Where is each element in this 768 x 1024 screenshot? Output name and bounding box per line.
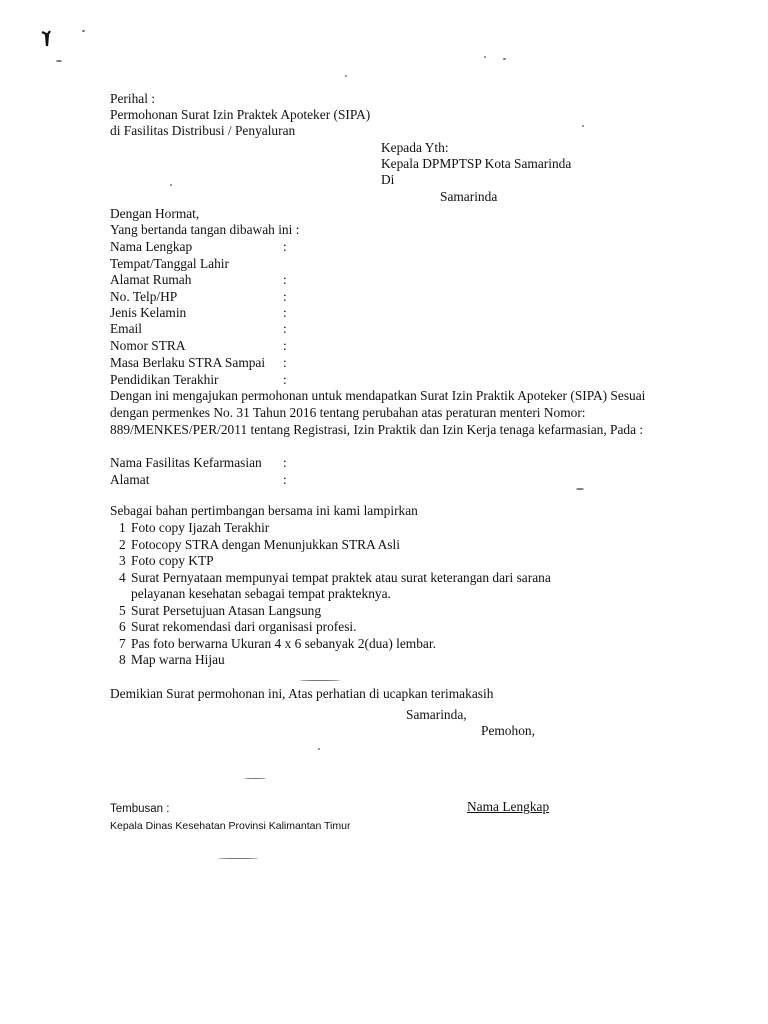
field-row <box>110 338 310 354</box>
field-label: Alamat Rumah <box>110 272 192 287</box>
request-line2: dengan permenkes No. 31 Tahun 2016 tentang perubahan atas peraturan menteri Nomor: <box>110 405 586 420</box>
list-item-number: 2 <box>119 537 126 552</box>
list-item-text: Surat Pernyataan mempunyai tempat praktek atau surat keterangan dari sarana <box>131 570 551 585</box>
greeting: Dengan Hormat, <box>110 206 200 221</box>
recipient-line2: Kepala DPMPTSP Kota Samarinda <box>381 156 572 171</box>
list-item <box>119 537 400 553</box>
facility-row <box>110 455 310 471</box>
list-item-text: Foto copy KTP <box>131 553 214 568</box>
list-item <box>119 652 225 668</box>
scan-speck <box>218 858 258 859</box>
scan-speck <box>244 778 266 779</box>
field-label: Nama Lengkap <box>110 239 193 254</box>
list-item <box>119 603 321 619</box>
facility-label: Nama Fasilitas Kefarmasian <box>110 455 262 470</box>
field-label: Email <box>110 321 142 336</box>
list-item-text: Fotocopy STRA dengan Menunjukkan STRA Asli <box>131 537 400 552</box>
scan-mark-icon <box>38 26 58 52</box>
list-item-text: Map warna Hijau <box>131 652 225 667</box>
field-row <box>110 272 310 288</box>
field-label: Tempat/Tanggal Lahir <box>110 256 229 271</box>
list-item-number: 3 <box>119 553 126 568</box>
list-item-text: Surat rekomendasi dari organisasi profesi. <box>131 619 357 634</box>
field-label: Nomor STRA <box>110 338 186 353</box>
list-item <box>119 636 436 652</box>
list-item-text: Pas foto berwarna Ukuran 4 x 6 sebanyak 2(dua) lembar. <box>131 636 436 651</box>
field-colon: : <box>283 355 287 370</box>
facility-row <box>110 472 310 488</box>
field-row <box>110 256 310 272</box>
perihal-label: Perihal : <box>110 91 155 106</box>
field-colon: : <box>283 305 287 320</box>
list-item <box>119 586 391 602</box>
field-colon: : <box>283 289 287 304</box>
list-item <box>119 553 214 569</box>
tembusan-label: Tembusan : <box>110 803 170 815</box>
scan-speck <box>300 680 340 681</box>
field-colon: : <box>283 372 287 387</box>
list-item-number: 6 <box>119 619 126 634</box>
list-item <box>119 570 551 586</box>
request-line3: 889/MENKES/PER/2011 tentang Registrasi, Izin Praktik dan Izin Kerja tenaga kefarmasian, Pada : <box>110 422 644 437</box>
list-item-number: 8 <box>119 652 126 667</box>
scan-speck <box>170 184 172 186</box>
list-item-text: Surat Persetujuan Atasan Langsung <box>131 603 322 618</box>
facility-label: Alamat <box>110 472 150 487</box>
field-label: Masa Berlaku STRA Sampai <box>110 355 266 370</box>
scan-speck <box>582 125 584 127</box>
scan-speck <box>56 60 62 62</box>
scan-speck <box>484 56 486 58</box>
closing-sentence: Demikian Surat permohonan ini, Atas perhatian di ucapkan terimakasih <box>110 686 494 701</box>
recipient-city: Samarinda <box>440 189 498 204</box>
request-line1: Dengan ini mengajukan permohonan untuk mendapatkan Surat Izin Praktik Apoteker (SIPA) Sesuai <box>110 388 646 403</box>
list-item-number: 5 <box>119 603 126 618</box>
tembusan-recipient: Kepala Dinas Kesehatan Provinsi Kalimantan Timur <box>110 820 351 832</box>
field-row <box>110 305 310 321</box>
facility-colon: : <box>283 455 287 470</box>
scan-speck <box>82 30 85 32</box>
signature-name: Nama Lengkap <box>467 799 550 814</box>
field-row <box>110 355 310 371</box>
field-row <box>110 321 310 337</box>
field-colon: : <box>283 321 287 336</box>
perihal-subject-line2: di Fasilitas Distribusi / Penyaluran <box>110 123 296 138</box>
field-colon: : <box>283 239 287 254</box>
field-colon: : <box>283 272 287 287</box>
signature-place: Samarinda, <box>406 707 467 722</box>
facility-colon: : <box>283 472 287 487</box>
field-row <box>110 239 310 255</box>
field-label: No. Telp/HP <box>110 289 178 304</box>
list-item-text: Foto copy Ijazah Terakhir <box>131 520 270 535</box>
list-item-number: 1 <box>119 520 126 535</box>
field-label: Pendidikan Terakhir <box>110 372 219 387</box>
signature-role: Pemohon, <box>481 723 535 738</box>
scan-speck <box>318 748 320 750</box>
list-item <box>119 520 269 536</box>
recipient-line1: Kepada Yth: <box>381 140 449 155</box>
field-row <box>110 372 310 388</box>
scan-speck <box>576 488 584 490</box>
field-label: Jenis Kelamin <box>110 305 187 320</box>
list-item-text: pelayanan kesehatan sebagai tempat prakteknya. <box>131 586 391 601</box>
list-item-number: 7 <box>119 636 126 651</box>
list-item-number: 4 <box>119 570 126 585</box>
attachments-intro: Sebagai bahan pertimbangan bersama ini kami lampirkan <box>110 503 418 518</box>
perihal-subject-line1: Permohonan Surat Izin Praktek Apoteker (SIPA) <box>110 107 371 122</box>
field-colon: : <box>283 338 287 353</box>
intro-line: Yang bertanda tangan dibawah ini : <box>110 222 300 237</box>
list-item <box>119 619 356 635</box>
scan-speck <box>503 58 506 60</box>
scan-speck <box>345 75 347 77</box>
field-row <box>110 289 310 305</box>
recipient-line3: Di <box>381 172 395 187</box>
